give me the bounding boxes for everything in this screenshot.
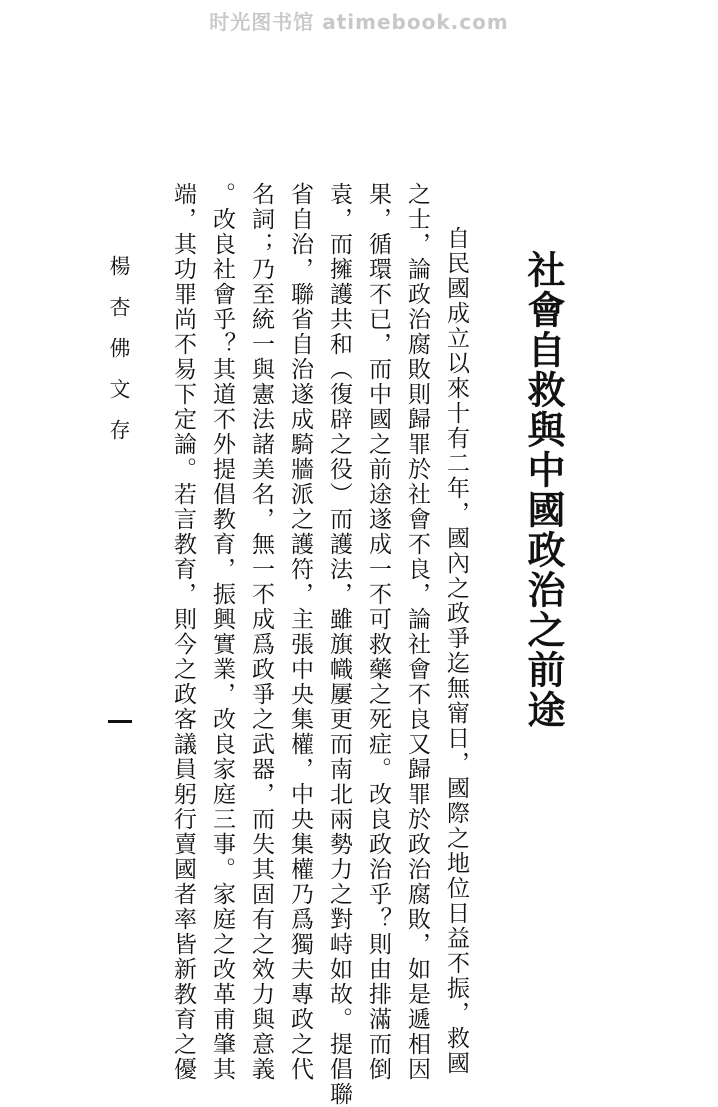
text-column-8: 端，其功罪尚不易下定論。若言教育，則今之政客議員躬行賣國者率皆新教育之優 — [170, 182, 196, 1082]
text-column-6: 名詞；乃至統一與憲法諸美名，無一不成爲政爭之武器，而失其固有之效力與意義 — [248, 182, 274, 1082]
watermark: 时光图书馆 atimebook.com — [209, 10, 509, 34]
text-column-1: 自民國成立以來十有二年，國內之政爭迄無甯日，國際之地位日益不振，救國 — [443, 226, 469, 1076]
text-column-7: 。改良社會乎？其道不外提倡教育，振興實業，改良家庭三事。家庭之改革甫肇其 — [209, 182, 235, 1082]
text-column-4: 袁，而擁護共和（復辟之役）而護法，雖旗幟屢更而南北兩勢力之對峙如故。提倡聯 — [326, 182, 352, 1107]
text-column-2: 之士，論政治腐敗則歸罪於社會不良，論社會不良又歸罪於政治腐敗，如是遞相因 — [404, 182, 430, 1082]
text-column-3: 果，循環不已，而中國之前途遂成一不可救藥之死症。改良政治乎？則由排滿而倒 — [365, 182, 391, 1082]
text-column-5: 省自治，聯省自治遂成騎牆派之護符，主張中央集權，中央集權乃爲獨夫專政之代 — [287, 182, 313, 1082]
page-title: 社會自救與中國政治之前途 — [521, 250, 566, 730]
running-header: 楊杏佛文存 — [107, 255, 131, 460]
page-number — [108, 720, 132, 723]
